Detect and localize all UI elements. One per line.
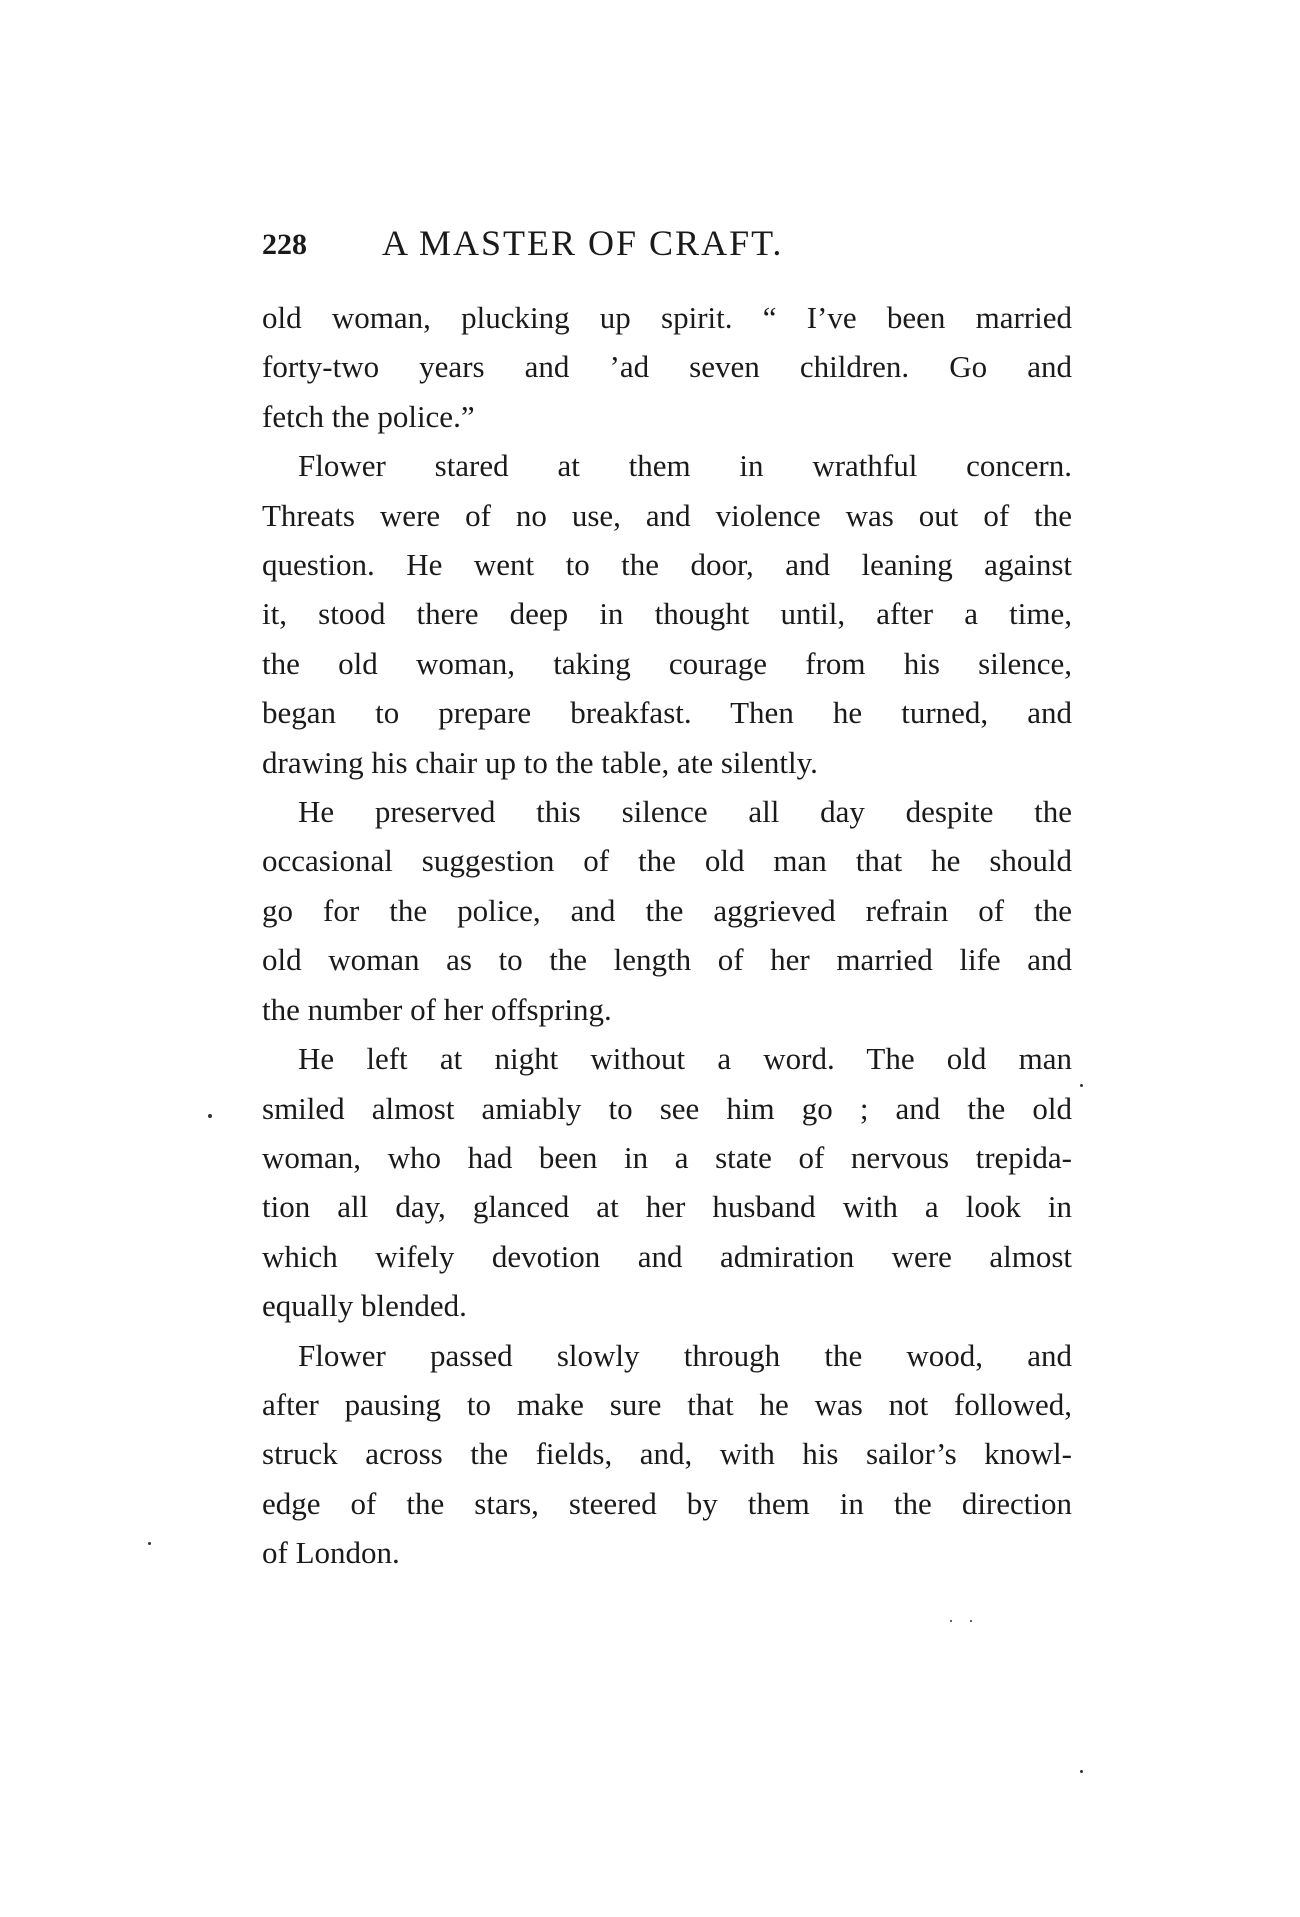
text-line: Flower passed slowly through the wood, and <box>298 1337 1072 1373</box>
text-line: drawing his chair up to the table, ate silently. <box>262 744 818 780</box>
text-line: occasional suggestion of the old man that he should <box>262 843 1072 879</box>
text-line: tion all day, glanced at her husband with a look in <box>262 1189 1072 1225</box>
page-number: 228 <box>262 228 307 261</box>
text-line: old woman, plucking up spirit. “ I’ve been married <box>262 300 1072 335</box>
text-line: woman, who had been in a state of nervous trepida- <box>262 1139 1072 1175</box>
text-line: it, stood there deep in thought until, after a time, <box>262 596 1072 632</box>
scan-speck <box>1080 1084 1083 1087</box>
text-line: edge of the stars, steered by them in the direction <box>262 1485 1072 1521</box>
text-line: equally blended. <box>262 1288 467 1324</box>
paragraph <box>262 293 1072 441</box>
page-header <box>262 223 1072 272</box>
text-line: Threats were of no use, and violence was out of the <box>262 497 1072 533</box>
text-line: struck across the fields, and, with his sailor’s knowl- <box>262 1436 1072 1472</box>
text-line: smiled almost amiably to see him go ; and the old <box>262 1090 1072 1126</box>
scan-speck <box>148 1542 151 1545</box>
text-line: go for the police, and the aggrieved refrain of the <box>262 892 1072 928</box>
text-line: the number of her offspring. <box>262 991 612 1027</box>
paragraph <box>262 441 1072 787</box>
paragraph <box>262 1034 1072 1330</box>
paragraph <box>262 1331 1072 1578</box>
text-line: Flower stared at them in wrathful concern. <box>298 448 1072 484</box>
scan-speck <box>950 1620 952 1622</box>
scan-speck <box>208 1114 212 1118</box>
scan-speck <box>1080 1770 1083 1773</box>
text-line: forty-two years and ’ad seven children. Go and <box>262 349 1072 385</box>
running-title: A MASTER OF CRAFT. <box>382 223 784 263</box>
text-line: fetch the police.” <box>262 398 475 434</box>
text-line: of London. <box>262 1535 400 1571</box>
text-line: the old woman, taking courage from his silence, <box>262 645 1072 681</box>
scan-speck <box>970 1620 972 1622</box>
text-line: question. He went to the door, and leaning against <box>262 547 1072 583</box>
text-line: which wifely devotion and admiration were almost <box>262 1238 1072 1274</box>
text-line: after pausing to make sure that he was not followed, <box>262 1386 1072 1422</box>
text-line: He left at night without a word. The old man <box>298 1041 1072 1077</box>
body-text <box>262 293 1072 1578</box>
paragraph <box>262 787 1072 1034</box>
text-line: began to prepare breakfast. Then he turned, and <box>262 695 1072 731</box>
text-line: He preserved this silence all day despite the <box>298 794 1072 830</box>
text-line: old woman as to the length of her married life and <box>262 942 1072 978</box>
